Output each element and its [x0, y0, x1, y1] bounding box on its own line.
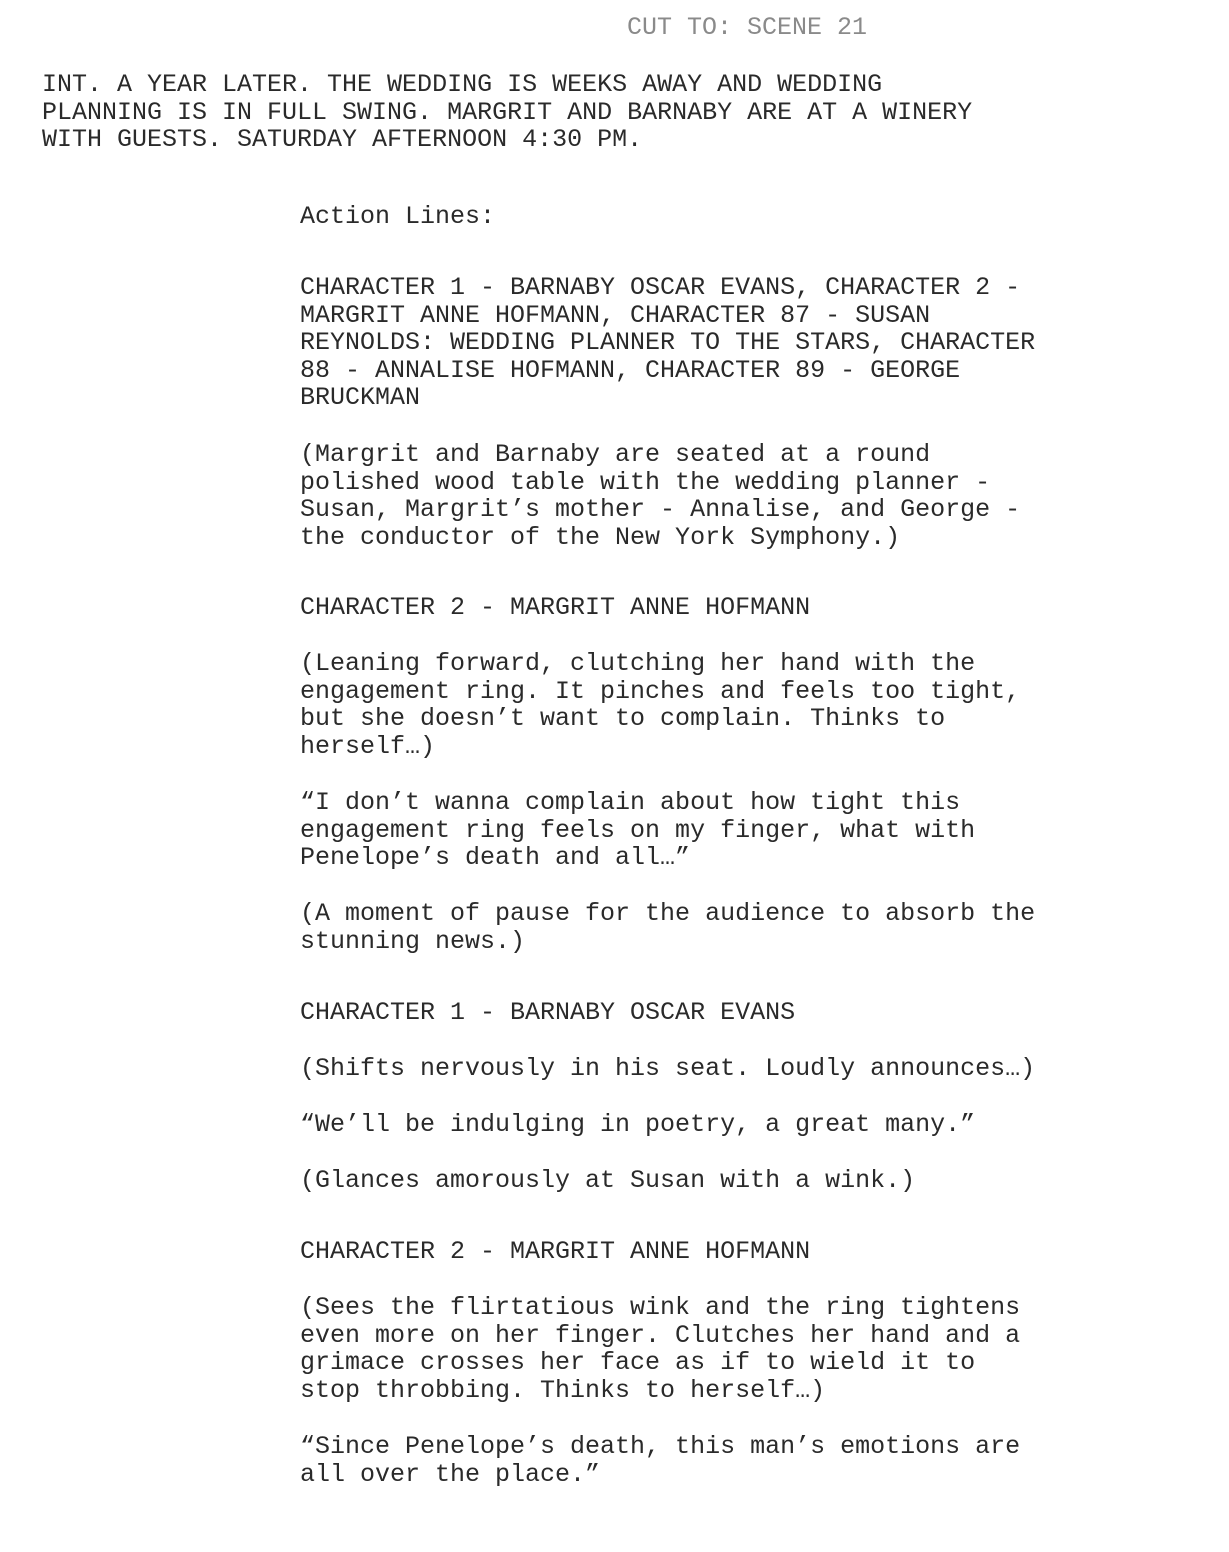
dialogue-line: engagement ring feels on my finger, what with: [300, 815, 976, 845]
character-cue-margrit: [300, 594, 1200, 622]
character-cue-barnaby: [300, 999, 1200, 1027]
dialogue-line: all over the place.”: [300, 1459, 601, 1489]
parenthetical-line: (Leaning forward, clutching her hand with the: [300, 649, 976, 678]
characters-list: [300, 274, 1200, 412]
parenthetical-line: engagement ring. It pinches and feels too tight,: [300, 676, 1021, 706]
transition-cut-to: CUT TO: SCENE 21: [627, 13, 868, 42]
characters-list-line: MARGRIT ANNE HOFMANN, CHARACTER 87 - SUSAN: [300, 300, 931, 330]
dialogue-line: Penelope’s death and all…”: [300, 843, 691, 873]
scene-heading-line: WITH GUESTS. SATURDAY AFTERNOON 4:30 PM.: [42, 125, 643, 155]
parenthetical-line: (Shifts nervously in his seat. Loudly announces…): [300, 1054, 1036, 1083]
setting-direction-line: polished wood table with the wedding planner -: [300, 467, 991, 497]
scene-heading-line: INT. A YEAR LATER. THE WEDDING IS WEEKS AWAY AND WEDDING: [42, 70, 883, 99]
parenthetical-barnaby-2: [300, 1167, 1200, 1195]
dialogue-barnaby-1: [300, 1111, 1200, 1139]
characters-list-line: BRUCKMAN: [300, 383, 421, 413]
parenthetical-line: but she doesn’t want to complain. Thinks to: [300, 704, 946, 734]
setting-direction: [300, 441, 1200, 551]
dialogue-line: “Since Penelope’s death, this man’s emotions are: [300, 1432, 1021, 1461]
character-cue-margrit-2: [300, 1238, 1200, 1266]
dialogue-margrit-1: [300, 789, 1200, 872]
parenthetical-margrit-2: [300, 1294, 1200, 1404]
parenthetical-barnaby-1: [300, 1055, 1200, 1083]
scene-heading-line: PLANNING IS IN FULL SWING. MARGRIT AND BARNABY ARE AT A WINERY: [42, 97, 973, 127]
parenthetical-margrit-1: [300, 650, 1200, 760]
dialogue-margrit-2: [300, 1433, 1200, 1488]
parenthetical-line: even more on her finger. Clutches her hand and a: [300, 1320, 1021, 1350]
setting-direction-line: (Margrit and Barnaby are seated at a round: [300, 440, 931, 469]
action-lines-label: [300, 203, 1200, 231]
parenthetical-line: (Glances amorously at Susan with a wink.): [300, 1166, 916, 1195]
setting-direction-line: Susan, Margrit’s mother - Annalise, and George -: [300, 495, 1021, 525]
dialogue-line: “I don’t wanna complain about how tight this: [300, 788, 961, 817]
character-cue-text: CHARACTER 2 - MARGRIT ANNE HOFMANN: [300, 593, 811, 622]
parenthetical-line: (A moment of pause for the audience to absorb the: [300, 899, 1036, 928]
parenthetical-line: stunning news.): [300, 926, 526, 956]
dialogue-line: “We’ll be indulging in poetry, a great many.”: [300, 1110, 976, 1139]
setting-direction-line: the conductor of the New York Symphony.): [300, 522, 901, 552]
parenthetical-pause: [300, 900, 1200, 955]
characters-list-line: 88 - ANNALISE HOFMANN, CHARACTER 89 - GEORGE: [300, 355, 961, 385]
character-cue-text: CHARACTER 1 - BARNABY OSCAR EVANS: [300, 998, 796, 1027]
action-lines-label-text: Action Lines:: [300, 202, 496, 231]
characters-list-line: REYNOLDS: WEDDING PLANNER TO THE STARS, CHARACTER: [300, 328, 1036, 358]
parenthetical-line: herself…): [300, 731, 436, 761]
scene-heading: [42, 71, 1212, 154]
characters-list-line: CHARACTER 1 - BARNABY OSCAR EVANS, CHARACTER 2 -: [300, 273, 1021, 302]
parenthetical-line: grimace crosses her face as if to wield it to: [300, 1348, 976, 1378]
parenthetical-line: stop throbbing. Thinks to herself…): [300, 1375, 826, 1405]
parenthetical-line: (Sees the flirtatious wink and the ring tightens: [300, 1293, 1021, 1322]
character-cue-text: CHARACTER 2 - MARGRIT ANNE HOFMANN: [300, 1237, 811, 1266]
